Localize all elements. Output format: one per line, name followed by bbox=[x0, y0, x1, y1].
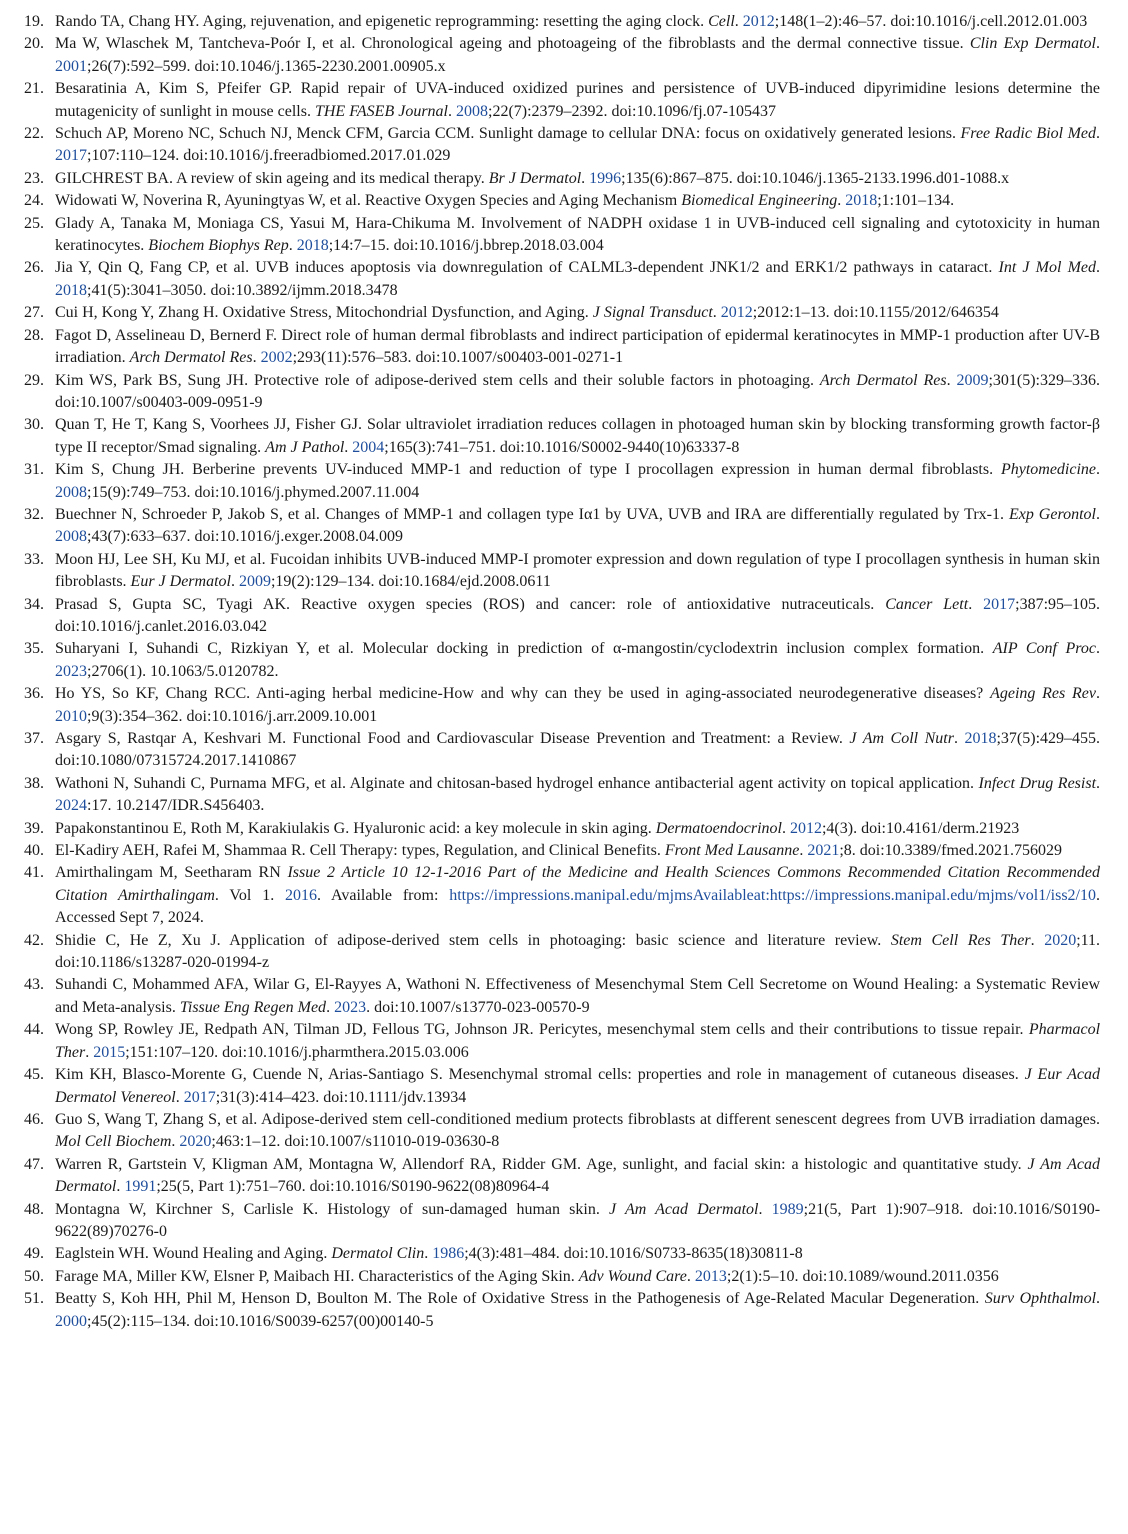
reference-item bbox=[24, 33, 1100, 78]
reference-year-link[interactable]: 1989 bbox=[771, 1200, 804, 1218]
reference-year-link[interactable]: 2012 bbox=[789, 819, 822, 837]
reference-item bbox=[24, 683, 1100, 728]
reference-item bbox=[24, 257, 1100, 302]
reference-separator: . bbox=[734, 13, 743, 30]
reference-year-link[interactable]: 2012 bbox=[742, 13, 775, 30]
reference-title: Functional Food and Cardiovascular Disease Prevention and Treatment: a Review. bbox=[292, 730, 850, 747]
reference-title: Anti-aging herbal medicine-How and why can they be used in aging-associated neurodegenerative diseases? bbox=[256, 685, 991, 703]
reference-text bbox=[55, 11, 1100, 33]
reference-authors: Shidie C, He Z, Xu J. bbox=[55, 931, 230, 949]
reference-authors: El-Kadiry AEH, Rafei M, Shammaa R. bbox=[55, 842, 310, 860]
reference-separator: . bbox=[344, 438, 353, 456]
reference-authors: Asgary S, Rastqar A, Keshvari M. bbox=[55, 730, 293, 747]
reference-details: ;21(5, Part 1):907–918. doi:10.1016/S0190-9622(89)70276-0 bbox=[55, 1200, 1101, 1240]
reference-year-link[interactable]: 2004 bbox=[352, 438, 385, 456]
reference-number: 42. bbox=[24, 931, 44, 949]
reference-authors: Cui H, Kong Y, Zhang H. bbox=[55, 304, 223, 322]
reference-authors: Warren R, Gartstein V, Kligman AM, Montagna W, Allendorf RA, Ridder GM. bbox=[55, 1155, 587, 1173]
reference-separator: . bbox=[581, 169, 590, 187]
reference-journal: Stem Cell Res Ther bbox=[890, 931, 1031, 949]
reference-separator: . bbox=[946, 371, 957, 389]
reference-journal: J Signal Transduct bbox=[592, 304, 713, 322]
reference-separator: . bbox=[1096, 774, 1101, 792]
reference-authors: Eaglstein WH. bbox=[55, 1245, 153, 1263]
reference-number: 46. bbox=[24, 1110, 44, 1128]
reference-year-link[interactable]: 2017 bbox=[55, 147, 87, 165]
reference-text bbox=[55, 325, 1100, 370]
reference-item bbox=[24, 1266, 1100, 1288]
reference-year-link[interactable]: 2013 bbox=[694, 1267, 727, 1285]
reference-journal: J Am Acad Dermatol bbox=[608, 1200, 759, 1218]
reference-text bbox=[55, 168, 1100, 190]
reference-details: ;293(11):576–583. doi:10.1007/s00403-001-0271-1 bbox=[292, 349, 624, 367]
reference-separator: . bbox=[1096, 505, 1100, 523]
reference-number: 20. bbox=[24, 35, 44, 53]
reference-title: Age, sunlight, and facial skin: a histologic and quantitative study. bbox=[586, 1155, 1028, 1173]
reference-details: ;45(2):115–134. doi:10.1016/S0039-6257(00)00140-5 bbox=[87, 1312, 434, 1330]
reference-journal: Int J Mol Med bbox=[998, 259, 1097, 277]
reference-text bbox=[55, 818, 1100, 840]
reference-item bbox=[24, 728, 1100, 773]
reference-text bbox=[55, 1064, 1100, 1109]
reference-item bbox=[24, 1243, 1100, 1265]
reference-text bbox=[55, 1109, 1100, 1154]
reference-title: Oxidative Stress, Mitochondrial Dysfunction, and Aging. bbox=[222, 304, 593, 322]
reference-title: Rapid repair of UVA-induced oxidized purines and persistence of UVB-induced dipyrimidine lesions determine the mutagenicity of sunlight in mouse cells. bbox=[55, 80, 1100, 120]
reference-authors: Beatty S, Koh HH, Phil M, Henson D, Boulton M. bbox=[55, 1290, 398, 1308]
reference-title: Solar ultraviolet irradiation reduces collagen in photoaged human skin by blocking transforming growth factor-β type II receptor/Smad signaling. bbox=[55, 416, 1100, 456]
reference-details: ;31(3):414–423. doi:10.1111/jdv.13934 bbox=[215, 1088, 467, 1106]
reference-number: 25. bbox=[24, 214, 44, 232]
reference-item bbox=[24, 459, 1100, 504]
reference-title: Reactive Oxygen Species and Aging Mechanism bbox=[364, 192, 682, 210]
reference-authors: GILCHREST BA. bbox=[55, 169, 177, 187]
reference-separator: . bbox=[448, 102, 456, 120]
reference-separator: . bbox=[837, 192, 846, 210]
reference-authors: Rando TA, Chang HY. bbox=[55, 13, 203, 30]
reference-title: A review of skin ageing and its medical therapy. bbox=[176, 169, 489, 187]
reference-title: Aging, rejuvenation, and epigenetic reprogramming: resetting the aging clock. bbox=[202, 13, 709, 30]
reference-title: Reactive oxygen species (ROS) and cancer: role of antioxidative nutraceuticals. bbox=[300, 595, 886, 613]
reference-text bbox=[55, 773, 1100, 818]
reference-title: Changes of MMP-1 and collagen type Iα1 by UVA, UVB and IRA are differentially regulated by Trx-1. bbox=[324, 505, 1009, 523]
reference-journal: Biomedical Engineering bbox=[681, 192, 838, 210]
reference-journal: Pharmacol Ther bbox=[55, 1021, 1101, 1061]
reference-authors: Schuch AP, Moreno NC, Schuch NJ, Menck CFM, Garcia CCM. bbox=[55, 125, 479, 143]
reference-item bbox=[24, 190, 1100, 212]
reference-number: 27. bbox=[24, 304, 44, 322]
reference-separator: . bbox=[1096, 259, 1101, 277]
reference-journal: Clin Exp Dermatol bbox=[969, 35, 1097, 53]
reference-separator: . bbox=[326, 998, 335, 1016]
reference-journal: Dermatoendocrinol bbox=[655, 819, 782, 837]
reference-year-link[interactable]: 2018 bbox=[845, 192, 878, 210]
reference-item bbox=[24, 1288, 1100, 1333]
reference-item bbox=[24, 840, 1100, 862]
reference-year-link[interactable]: 2012 bbox=[720, 304, 753, 322]
reference-year-link[interactable]: 2002 bbox=[260, 349, 293, 367]
reference-authors: Glady A, Tanaka M, Moniaga CS, Yasui M, Hara-Chikuma M. bbox=[55, 214, 481, 232]
reference-number: 48. bbox=[24, 1200, 44, 1218]
reference-separator: . bbox=[175, 1088, 184, 1106]
reference-journal: Exp Gerontol bbox=[1008, 505, 1096, 523]
reference-item bbox=[24, 638, 1100, 683]
reference-item bbox=[24, 123, 1100, 168]
reference-separator: . bbox=[424, 1245, 433, 1263]
reference-title: The Role of Oxidative Stress in the Pathogenesis of Age-Related Macular Degeneration. bbox=[397, 1290, 985, 1308]
reference-journal: Dermatol Clin bbox=[331, 1245, 425, 1263]
reference-item bbox=[24, 370, 1100, 415]
reference-item bbox=[24, 862, 1100, 929]
reference-authors: Kim KH, Blasco-Morente G, Cuende N, Arias-Santiago S. bbox=[55, 1066, 449, 1084]
reference-year-link[interactable]: 2008 bbox=[456, 102, 488, 120]
reference-separator: . bbox=[953, 730, 965, 747]
reference-text bbox=[55, 190, 1100, 212]
reference-item bbox=[24, 168, 1100, 190]
reference-item bbox=[24, 974, 1100, 1019]
reference-number: 45. bbox=[24, 1066, 44, 1084]
reference-details: ;463:1–12. doi:10.1007/s11010-019-03630-8 bbox=[211, 1133, 500, 1151]
reference-number: 24. bbox=[24, 192, 44, 210]
reference-text bbox=[55, 123, 1100, 168]
reference-year-link[interactable]: 2023 bbox=[334, 998, 367, 1016]
reference-title: Direct role of human dermal fibroblasts and indirect participation of epidermal keratinocytes in MMP-1 production after UV-B irradiation. bbox=[55, 326, 1100, 367]
reference-authors: Ho YS, So KF, Chang RCC. bbox=[55, 685, 257, 703]
reference-separator: . bbox=[758, 1200, 772, 1218]
reference-year-link[interactable]: 2008 bbox=[55, 483, 87, 501]
reference-details: . Available from: bbox=[317, 886, 450, 904]
reference-item bbox=[24, 11, 1100, 33]
reference-text bbox=[55, 1019, 1100, 1064]
reference-details: ;37(5):429–455. doi:10.1080/07315724.2017.1410867 bbox=[55, 730, 1101, 770]
reference-details: ;2(1):5–10. doi:10.1089/wound.2011.0356 bbox=[726, 1267, 999, 1285]
reference-number: 28. bbox=[24, 326, 44, 344]
reference-title: Histology of sun-damaged human skin. bbox=[327, 1200, 609, 1218]
reference-item bbox=[24, 1154, 1100, 1199]
reference-title: Characteristics of the Aging Skin. bbox=[358, 1267, 579, 1285]
reference-separator: . bbox=[288, 237, 297, 255]
reference-authors: Wong SP, Rowley JE, Redpath AN, Tilman JD, Fellous TG, Johnson JR. bbox=[55, 1021, 540, 1039]
reference-number: 44. bbox=[24, 1021, 44, 1039]
reference-number: 40. bbox=[24, 842, 44, 860]
reference-journal: Front Med Lausanne bbox=[664, 842, 800, 860]
reference-text bbox=[55, 1243, 1100, 1265]
reference-title: Molecular docking in prediction of α-mangostin/cyclodextrin inclusion complex formation. bbox=[362, 640, 993, 658]
reference-text bbox=[55, 370, 1100, 415]
reference-separator: . bbox=[1096, 640, 1100, 658]
reference-journal: Ageing Res Rev bbox=[990, 685, 1097, 703]
reference-text bbox=[55, 78, 1100, 123]
reference-number: 36. bbox=[24, 685, 44, 703]
reference-number: 50. bbox=[24, 1267, 44, 1285]
reference-journal: Arch Dermatol Res bbox=[819, 371, 947, 389]
reference-separator: . bbox=[799, 842, 808, 860]
reference-details: ;9(3):354–362. doi:10.1016/j.arr.2009.10.001 bbox=[87, 707, 378, 725]
reference-details: ;26(7):592–599. doi:10.1046/j.1365-2230.2001.00905.x bbox=[87, 57, 446, 75]
reference-separator: . bbox=[1030, 931, 1045, 949]
reference-number: 43. bbox=[24, 976, 44, 994]
reference-text bbox=[55, 33, 1100, 78]
reference-list bbox=[24, 11, 1100, 1333]
reference-journal: Tissue Eng Regen Med bbox=[179, 998, 327, 1016]
reference-authors: Suhandi C, Mohammed AFA, Wilar G, El-Rayyes A, Wathoni N. bbox=[55, 976, 486, 994]
reference-title: Effectiveness of Mesenchymal Stem Cell Secretome on Wound Healing: a Systematic Review and Meta-analysis. bbox=[55, 976, 1100, 1016]
reference-text bbox=[55, 930, 1100, 975]
reference-journal: Free Radic Biol Med bbox=[960, 125, 1097, 143]
reference-title: Pericytes, mesenchymal stem cells and their contributions to tissue repair. bbox=[539, 1021, 1029, 1039]
reference-item bbox=[24, 549, 1100, 594]
reference-separator: . bbox=[230, 573, 239, 591]
reference-year-link[interactable]: 2000 bbox=[55, 1312, 87, 1330]
reference-details: ;14:7–15. doi:10.1016/j.bbrep.2018.03.004 bbox=[328, 237, 604, 255]
reference-details: ;15(9):749–753. doi:10.1016/j.phymed.2007.11.004 bbox=[87, 483, 420, 501]
reference-title: Protective role of adipose-derived stem cells and their soluble factors in photoaging. bbox=[253, 371, 820, 389]
reference-details: ;43(7):633–637. doi:10.1016/j.exger.2008.04.009 bbox=[87, 528, 403, 546]
reference-journal: Phytomedicine bbox=[1000, 461, 1097, 479]
reference-separator: . bbox=[85, 1043, 94, 1061]
reference-details: ;19(2):129–134. doi:10.1684/ejd.2008.0611 bbox=[270, 573, 551, 591]
reference-title: Involvement of NADPH oxidase 1 in UVB-induced cell signaling and cytotoxicity in human keratinocytes. bbox=[55, 214, 1101, 255]
reference-year-link[interactable]: 2009 bbox=[238, 573, 271, 591]
reference-item bbox=[24, 930, 1100, 975]
reference-item bbox=[24, 818, 1100, 840]
reference-details: ;387:95–105. doi:10.1016/j.canlet.2016.03.042 bbox=[55, 595, 1101, 635]
reference-item bbox=[24, 414, 1100, 459]
reference-text bbox=[55, 504, 1100, 549]
reference-details: ;11. doi:10.1186/s13287-020-01994-z bbox=[55, 931, 1101, 972]
reference-title: Cell Therapy: types, Regulation, and Clinical Benefits. bbox=[309, 842, 665, 860]
reference-details: ;107:110–124. doi:10.1016/j.freeradbiomed.2017.01.029 bbox=[87, 147, 451, 165]
reference-number: 30. bbox=[24, 416, 44, 434]
reference-item bbox=[24, 504, 1100, 549]
reference-item bbox=[24, 325, 1100, 370]
reference-title: Sunlight damage to cellular DNA: focus on oxidatively generated lesions. bbox=[478, 125, 961, 143]
reference-journal: AIP Conf Proc bbox=[992, 640, 1096, 658]
reference-separator: . bbox=[686, 1267, 695, 1285]
reference-year-link[interactable]: 2018 bbox=[296, 237, 329, 255]
reference-text bbox=[55, 1154, 1100, 1199]
reference-text bbox=[55, 862, 1100, 929]
reference-title: Fucoidan inhibits UVB-induced MMP-I promoter expression and down regulation of type I procollagen synthesis in human skin fibroblasts. bbox=[55, 550, 1100, 591]
reference-journal: Mol Cell Biochem bbox=[55, 1133, 172, 1151]
reference-authors: Buechner N, Schroeder P, Jakob S, et al. bbox=[55, 505, 325, 523]
reference-title: Alginate and chitosan-based hydrogel enhance antibacterial agent activity on topical application. bbox=[349, 774, 979, 792]
reference-separator: . Vol 1. bbox=[214, 886, 286, 904]
reference-number: 37. bbox=[24, 730, 44, 747]
reference-url-link[interactable]: https://impressions.manipal.edu/mjmsAvailableat:https://impressions.manipal.edu/mjms/vol1/iss2/10 bbox=[449, 886, 1096, 904]
reference-separator: . bbox=[1096, 35, 1101, 53]
reference-number: 26. bbox=[24, 259, 44, 277]
reference-item bbox=[24, 78, 1100, 123]
reference-details: ;8. doi:10.3389/fmed.2021.756029 bbox=[839, 842, 1062, 860]
reference-journal: Biochem Biophys Rep bbox=[148, 237, 289, 255]
reference-authors: Kim WS, Park BS, Sung JH. bbox=[55, 371, 254, 389]
reference-details: ;135(6):867–875. doi:10.1046/j.1365-2133.1996.d01-1088.x bbox=[621, 169, 1010, 187]
reference-journal: Adv Wound Care bbox=[578, 1267, 687, 1285]
reference-year-link[interactable]: 2008 bbox=[55, 528, 87, 546]
reference-title: Chronological ageing and photoageing of the fibroblasts and the dermal connective tissue. bbox=[361, 35, 970, 53]
reference-authors: Farage MA, Miller KW, Elsner P, Maibach HI. bbox=[55, 1267, 359, 1285]
reference-authors: Jia Y, Qin Q, Fang CP, et al. bbox=[55, 259, 256, 277]
reference-text bbox=[55, 974, 1100, 1019]
reference-details: ;148(1–2):46–57. doi:10.1016/j.cell.2012.01.003 bbox=[774, 13, 1088, 30]
reference-number: 33. bbox=[24, 550, 44, 568]
reference-separator: . bbox=[252, 349, 261, 367]
reference-number: 49. bbox=[24, 1245, 44, 1263]
reference-year-link[interactable]: 2001 bbox=[55, 57, 87, 75]
reference-year-link[interactable]: 2020 bbox=[1044, 931, 1077, 949]
reference-text bbox=[55, 1266, 1100, 1288]
reference-authors: Amirthalingam M, Seetharam RN bbox=[55, 864, 288, 882]
reference-text bbox=[55, 213, 1100, 258]
reference-authors: Quan T, He T, Kang S, Voorhees JJ, Fisher GJ. bbox=[55, 416, 367, 434]
reference-journal: Surv Ophthalmol bbox=[984, 1290, 1097, 1308]
reference-text bbox=[55, 1199, 1100, 1244]
reference-text bbox=[55, 638, 1100, 683]
reference-title: UVB induces apoptosis via downregulation of CALML3-dependent JNK1/2 and ERK1/2 pathways in cataract. bbox=[255, 259, 999, 277]
reference-access-note: . Accessed Sept 7, 2024. bbox=[55, 886, 1100, 927]
reference-number: 34. bbox=[24, 595, 44, 613]
reference-title: Adipose-derived stem cell-conditioned medium protects fibroblasts at different senescent degrees from UVB irradiation damages. bbox=[261, 1110, 1100, 1128]
reference-item bbox=[24, 1064, 1100, 1109]
reference-authors: Besaratinia A, Kim S, Pfeifer GP. bbox=[55, 80, 301, 98]
reference-text bbox=[55, 302, 1100, 324]
reference-year-link[interactable]: 2024 bbox=[55, 797, 87, 815]
reference-text bbox=[55, 257, 1100, 302]
reference-title: Application of adipose-derived stem cells in photoaging: basic science and literature review. bbox=[229, 931, 891, 949]
reference-authors: Fagot D, Asselineau D, Bernerd F. bbox=[55, 326, 282, 344]
reference-number: 22. bbox=[24, 125, 44, 143]
reference-year-link[interactable]: 2020 bbox=[179, 1133, 212, 1151]
reference-journal: Arch Dermatol Res bbox=[129, 349, 253, 367]
reference-number: 39. bbox=[24, 819, 44, 837]
reference-number: 19. bbox=[24, 13, 44, 30]
reference-year-link[interactable]: 2018 bbox=[55, 281, 87, 299]
reference-journal: Am J Pathol bbox=[265, 438, 345, 456]
reference-details: ;2012:1–13. doi:10.1155/2012/646354 bbox=[752, 304, 999, 322]
reference-text bbox=[55, 594, 1100, 639]
reference-journal: Infect Drug Resist bbox=[978, 774, 1097, 792]
reference-text bbox=[55, 840, 1100, 862]
reference-number: 32. bbox=[24, 505, 44, 523]
reference-number: 29. bbox=[24, 371, 44, 389]
reference-number: 38. bbox=[24, 774, 44, 792]
reference-item bbox=[24, 773, 1100, 818]
reference-journal: THE FASEB Journal bbox=[314, 102, 448, 120]
reference-separator: . bbox=[171, 1133, 180, 1151]
reference-text bbox=[55, 1288, 1100, 1333]
reference-item bbox=[24, 1199, 1100, 1244]
reference-number: 23. bbox=[24, 169, 44, 187]
reference-item bbox=[24, 213, 1100, 258]
reference-separator: . bbox=[968, 595, 984, 613]
reference-journal: J Eur Acad Dermatol Venereol bbox=[55, 1066, 1101, 1106]
reference-details: :17. 10.2147/IDR.S456403. bbox=[87, 797, 265, 815]
reference-separator: . bbox=[781, 819, 790, 837]
reference-details: ;4(3):481–484. doi:10.1016/S0733-8635(18)30811-8 bbox=[464, 1245, 803, 1263]
reference-separator: . bbox=[1096, 685, 1101, 703]
reference-title: Wound Healing and Aging. bbox=[152, 1245, 332, 1263]
reference-year-link[interactable]: 2018 bbox=[964, 730, 997, 747]
reference-separator: . bbox=[116, 1178, 125, 1196]
reference-year-link[interactable]: 2015 bbox=[93, 1043, 126, 1061]
reference-details: ;22(7):2379–2392. doi:10.1096/fj.07-105437 bbox=[488, 102, 776, 120]
reference-authors: Moon HJ, Lee SH, Ku MJ, et al. bbox=[55, 550, 271, 568]
reference-separator: . bbox=[1096, 1290, 1101, 1308]
reference-year-link[interactable]: 1986 bbox=[432, 1245, 465, 1263]
reference-details: ;4(3). doi:10.4161/derm.21923 bbox=[821, 819, 1020, 837]
reference-authors: Suharyani I, Suhandi C, Rizkiyan Y, et al. bbox=[55, 640, 363, 658]
reference-journal: Eur J Dermatol bbox=[130, 573, 231, 591]
reference-authors: Ma W, Wlaschek M, Tantcheva-Poór I, et al. bbox=[55, 35, 362, 53]
reference-text bbox=[55, 414, 1100, 459]
reference-number: 35. bbox=[24, 640, 44, 658]
reference-separator: . bbox=[1096, 461, 1101, 479]
reference-authors: Kim S, Chung JH. bbox=[55, 461, 193, 479]
reference-text bbox=[55, 683, 1100, 728]
reference-journal: Cancer Lett bbox=[885, 595, 969, 613]
reference-details: ;165(3):741–751. doi:10.1016/S0002-9440(10)63337-8 bbox=[384, 438, 740, 456]
reference-year-link[interactable]: 2023 bbox=[55, 662, 87, 680]
reference-text bbox=[55, 728, 1100, 773]
reference-authors: Prasad S, Gupta SC, Tyagi AK. bbox=[55, 595, 301, 613]
reference-item bbox=[24, 594, 1100, 639]
reference-year-link[interactable]: 2010 bbox=[55, 707, 87, 725]
reference-details: ;41(5):3041–3050. doi:10.3892/ijmm.2018.3478 bbox=[87, 281, 398, 299]
reference-authors: Widowati W, Noverina R, Ayuningtyas W, et al. bbox=[55, 192, 365, 210]
reference-item bbox=[24, 1019, 1100, 1064]
reference-authors: Papakonstantinou E, Roth M, Karakiulakis G. bbox=[55, 819, 354, 837]
reference-year-link[interactable]: 2017 bbox=[183, 1088, 216, 1106]
reference-details: . doi:10.1007/s13770-023-00570-9 bbox=[366, 998, 590, 1016]
reference-year-link[interactable]: 2021 bbox=[807, 842, 840, 860]
reference-details: ;25(5, Part 1):751–760. doi:10.1016/S0190-9622(08)80964-4 bbox=[156, 1178, 550, 1196]
reference-journal: J Am Coll Nutr bbox=[849, 730, 954, 747]
reference-details: ;1:101–134. bbox=[877, 192, 955, 210]
reference-authors: Wathoni N, Suhandi C, Purnama MFG, et al. bbox=[55, 774, 350, 792]
reference-title: Hyaluronic acid: a key molecule in skin aging. bbox=[353, 819, 656, 837]
reference-journal: Br J Dermatol bbox=[488, 169, 582, 187]
reference-authors: Guo S, Wang T, Zhang S, et al. bbox=[55, 1110, 262, 1128]
reference-number: 51. bbox=[24, 1290, 44, 1308]
reference-item bbox=[24, 1109, 1100, 1154]
reference-year-link[interactable]: 2016 bbox=[285, 886, 318, 904]
reference-title: Berberine prevents UV-induced MMP-1 and reduction of type I procollagen expression in human dermal fibroblasts. bbox=[192, 461, 1001, 479]
reference-number: 41. bbox=[24, 864, 44, 882]
reference-separator: . bbox=[712, 304, 721, 322]
reference-year-link[interactable]: 1996 bbox=[589, 169, 622, 187]
reference-number: 31. bbox=[24, 461, 44, 479]
reference-text bbox=[55, 459, 1100, 504]
reference-year-link[interactable]: 2017 bbox=[983, 595, 1016, 613]
reference-text bbox=[55, 549, 1100, 594]
reference-details: ;151:107–120. doi:10.1016/j.pharmthera.2015.03.006 bbox=[125, 1043, 469, 1061]
reference-journal: Cell bbox=[708, 13, 735, 30]
reference-number: 21. bbox=[24, 80, 44, 98]
reference-details: ;301(5):329–336. doi:10.1007/s00403-009-0951-9 bbox=[55, 371, 1100, 411]
reference-journal: J Am Acad Dermatol bbox=[55, 1155, 1100, 1196]
reference-number: 47. bbox=[24, 1155, 44, 1173]
reference-separator: . bbox=[1096, 125, 1101, 143]
reference-authors: Montagna W, Kirchner S, Carlisle K. bbox=[55, 1200, 328, 1218]
reference-journal: Issue 2 Article 10 12-1-2016 Part of the Medicine and Health Sciences Commons Recommended Citation Recommended Citation Amirthalingam bbox=[55, 864, 1101, 904]
reference-details: ;2706(1). 10.1063/5.0120782. bbox=[87, 662, 279, 680]
reference-year-link[interactable]: 2009 bbox=[956, 371, 989, 389]
reference-item bbox=[24, 302, 1100, 324]
reference-year-link[interactable]: 1991 bbox=[124, 1178, 157, 1196]
reference-title: Mesenchymal stromal cells: properties and role in management of cutaneous diseases. bbox=[448, 1066, 1025, 1084]
